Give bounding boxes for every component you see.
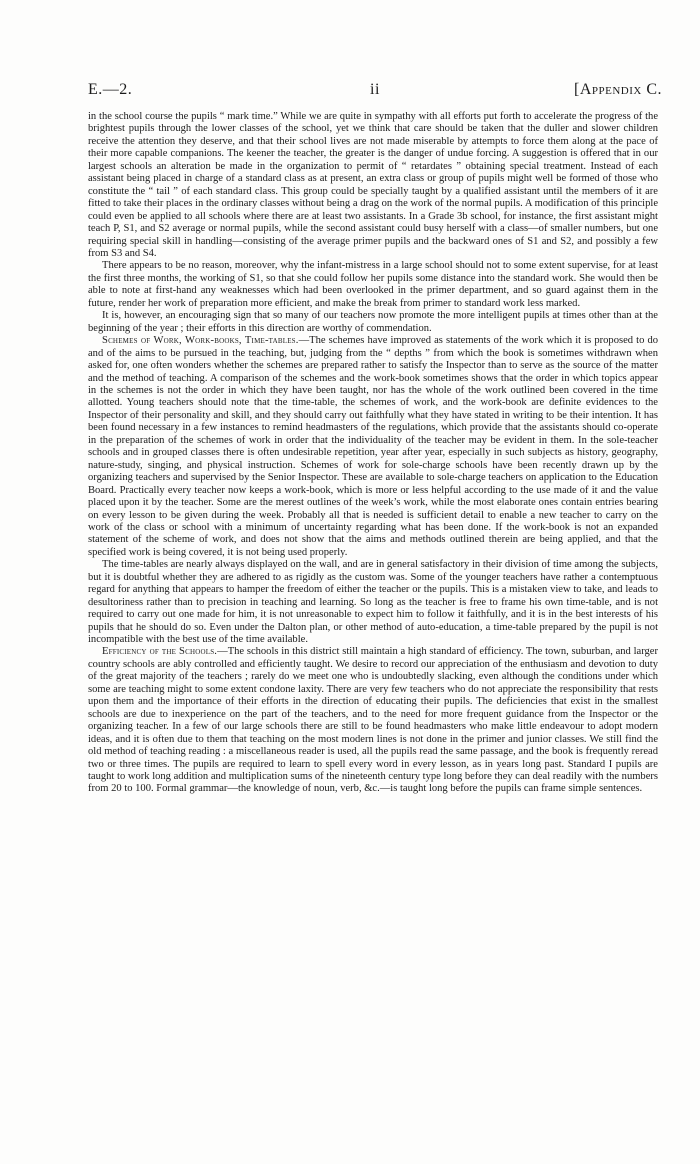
paragraph <box>88 260 658 310</box>
body-text <box>88 111 658 796</box>
header-reference: E.—2. <box>88 81 133 98</box>
paragraph-text: It is, however, an encouraging sign that so many of our teachers now promote the more intelligent pupils at times other than at the beginning of the year ; their efforts in this direction are worthy of commendation. <box>88 310 658 334</box>
paragraph-text: —The schemes have improved as statements of the work which it is proposed to do and of the aims to be pursued in the teaching, but, judging from the “ depths ” from which the book is sometimes withdrawn when asked for, one often wonders whether the schemes are prepared rather to satisfy the Inspector than to serve as the source of the matter and the method of teaching. A comparison of the schemes and the work-book sometimes shows that the order in which topics appear in the schemes is not the order in which they have been taught, nor has the whole of the work outlined been covered in the time allotted. Young teachers should note that the time-table, the schemes of work, and the work-book are definite evidences to the Inspector of their personality and skill, and they should carry out faithfully what they have stated in writing to be their intention. It has been found necessary in a few instances to remind headmasters of the regulations, which provide that the assistants should co-operate in the preparation of the schemes of work in order that the individuality of the teacher may be evident in them. In the sole-teacher schools and in grouped classes there is often undesirable repetition, year after year, especially in such subjects as history, geography, nature-study, singing, and physical instruction. Schemes of work for sole-charge schools have been recently drawn up by the organizing teachers and supervised by the Senior Inspector. These are available to sole-charge teachers on application to the Education Board. Practically every teacher now keeps a work-book, which is more or less helpful according to the use made of it and the value placed upon it by the teacher. Some are the merest outlines of the week’s work, while the most elaborate ones contain entries bearing on every lesson to be given during the week. Probably all that is needed is sufficient detail to enable a new teacher to carry on the work of the class or school with a minimum of uncertainty regarding what has been done. If the work-book is not an expanded statement of the scheme of work, and does not show that the aims and methods outlined therein are being applied, and that the specified work is being covered, it is not being used properly. <box>88 335 659 558</box>
header-appendix: [Appendix C. <box>573 81 662 98</box>
paragraph-text: —The schools in this district still maintain a high standard of efficiency. The town, suburban, and larger country schools are ably controlled and efficiently taught. We desire to record our appreciation of the enthusiasm and devotion to duty of the great majority of the teachers ; rarely do we meet one who is undoubtedly slacking, even although the conditions under which some are teaching might to some extent condone laxity. There are very few teachers who do not appreciate the responsibility that rests upon them and the importance of their efforts in the direction of educating their pupils. The deficiencies that exist in the smallest schools are due to inexperience on the part of the teachers, and to the need for more frequent guidance from the Inspector or the organizing teacher. In a few of our large schools there are still to be found headmasters who make little endeavour to adopt modern ideas, and it is often due to them that teaching on the most modern lines is not done in the primer and junior classes. We still find the old method of teaching reading : a miscellaneous reader is used, all the pupils read the same passage, and the book is frequently reread two or three times. The pupils are required to learn to spell every word in every lesson, as in years long past. Standard I pupils are taught to work long addition and multiplication sums of the nineteenth century type long before they can deal readily with the numbers from 20 to 100. Formal grammar—the knowledge of noun, verb, &c.—is taught long before the pupils can frame simple sentences. <box>88 646 658 795</box>
section-heading: Efficiency of the Schools. <box>102 646 218 658</box>
paragraph <box>88 310 658 335</box>
paragraph-text: The time-tables are nearly always displayed on the wall, and are in general satisfactory in their division of time among the subjects, but it is doubtful whether they are adhered to as rigidly as the custom was. Some of the younger teachers have rather a contemptuous regard for anything that appears to hamper the freedom of either the teacher or the pupils. This is a mistaken view to take, and leads to desultoriness rather than to precision in teaching and learning. So long as the teacher is free to frame his own time-table, and is not required to carry out one made for him, it is not unreasonable to expect him to follow it faithfully, and it is in the best interests of his pupils that he should do so. Even under the Dalton plan, or other method of auto-education, a time-table prepared by the pupil is not incompatible with the best use of the time available. <box>88 559 658 646</box>
paragraph <box>88 335 658 559</box>
paragraph-text: There appears to be no reason, moreover, why the infant-mistress in a large school should not to some extent supervise, for at least the first three months, the working of S1, so that she could follow her pupils some distance into the standard work. She would then be able to note at first-hand any weaknesses which had been overlooked in the primer department, and so guard against them in the future, render her work of preparation more efficient, and make the break from primer to standard work less marked. <box>88 260 658 309</box>
paragraph-text: in the school course the pupils “ mark time.” While we are quite in sympathy with all efforts put forth to accelerate the progress of the brightest pupils through the lower classes of the school, yet we think that care should be taken that the duller and slower children receive the attention they deserve, and that their school lives are not made miserable by attempts to force them along at the pace of their more capable companions. The keener the teacher, the greater is the danger of undue forcing. A suggestion is offered that in our largest schools an alteration be made in the organization to permit of “ retardates ” obtaining special treatment. Instead of each assistant being placed in charge of a standard class as at present, an extra class or group of pupils might well be formed of those who constitute the “ tail ” of each standard class. This group could be specially taught by a qualified assistant until the members of it are fitted to take their places in the ordinary classes without being a drag on the work of the normal pupils. A modification of this principle could even be applied to all schools where there are at least two assistants. In a Grade 3b school, for instance, the first assistant might teach P, S1, and S2 average or normal pupils, while the second assistant could busy herself with a class—of smaller numbers, but one requiring special skill in handling—consisting of the average primer pupils and the backward ones of S1 and S2, and possibly a few from S3 and S4. <box>88 111 658 259</box>
page-header <box>88 81 662 103</box>
paragraph <box>88 559 658 646</box>
page-number: ii <box>370 81 380 98</box>
paragraph <box>88 111 658 260</box>
paragraph <box>88 646 658 795</box>
section-heading: Schemes of Work, Work-books, Time-tables. <box>102 335 299 347</box>
